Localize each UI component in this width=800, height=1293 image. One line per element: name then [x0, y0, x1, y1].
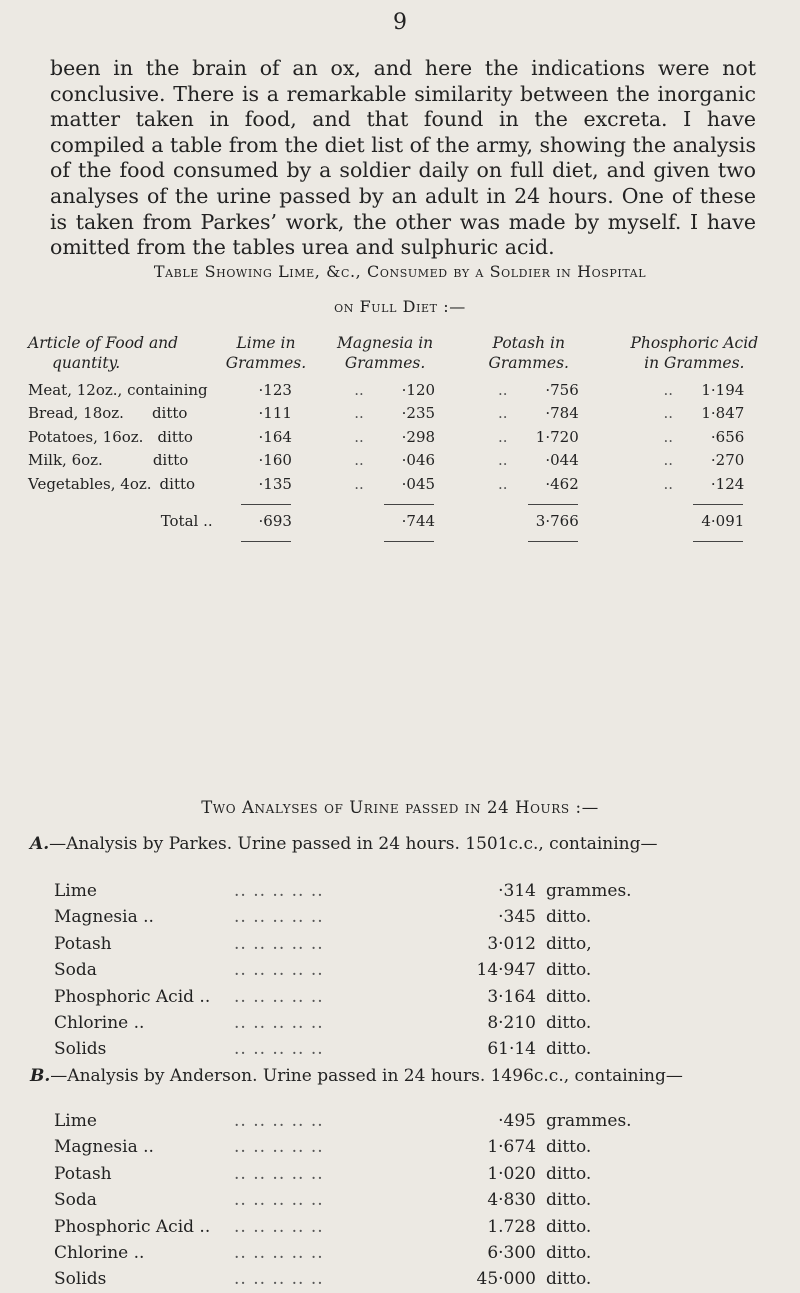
value-lime: ·135 — [258, 474, 292, 493]
closing-rule — [241, 541, 291, 542]
constituent-value: 45·000 — [476, 1269, 536, 1290]
value-potash: 1·720 — [535, 427, 579, 446]
constituent-unit: ditto. — [546, 1190, 592, 1211]
article-name: Bread, 18oz. — [28, 404, 124, 423]
constituent-value: 8·210 — [487, 1013, 536, 1034]
constituent-unit: ditto. — [546, 1269, 592, 1290]
cell-potash — [457, 379, 601, 402]
total-lime — [219, 510, 314, 533]
cell-magnesia — [313, 379, 457, 402]
cell-article — [28, 426, 219, 449]
article-name: Milk, 6oz. — [28, 451, 103, 470]
cell-magnesia — [313, 473, 457, 496]
leader-dots: .. — [497, 427, 508, 446]
analysis-b-table — [54, 1108, 646, 1293]
constituent-value: 3·164 — [487, 986, 536, 1007]
list-item — [54, 1134, 646, 1160]
list-item — [54, 1010, 646, 1036]
table-caption: Table Showing Lime, &c., Consumed by a Soldier in Hospital — [153, 262, 647, 281]
leader-dots: .. — [663, 474, 674, 493]
analysis-a-letter: A. — [30, 834, 50, 854]
sum-rule — [384, 504, 434, 505]
cell-potash — [457, 473, 601, 496]
value-potash: ·756 — [545, 381, 579, 399]
cell-article — [28, 473, 219, 496]
value-phosphoric: 1·847 — [701, 404, 745, 423]
article-name: Potatoes, 16oz. — [28, 427, 144, 446]
list-item — [54, 1161, 646, 1187]
analysis-b-text: —Analysis by Anderson. Urine passed in 24 hours. 1496c.c., containing— — [50, 1066, 683, 1086]
table-caption-continued: on Full Diet :— — [334, 297, 466, 316]
value-lime: ·164 — [258, 427, 292, 446]
constituent-unit: ditto. — [546, 1039, 592, 1060]
cell-article — [28, 402, 219, 425]
table-row — [28, 449, 788, 472]
table-row — [28, 426, 788, 449]
total-potash — [457, 510, 601, 533]
constituent-value: ·495 — [498, 1111, 536, 1131]
constituent-value: ·345 — [498, 907, 536, 928]
leader-dots: .. .. .. .. .. — [234, 1190, 324, 1211]
cell-lime — [219, 473, 314, 496]
leader-dots: .. — [497, 381, 508, 399]
cell-article — [28, 449, 219, 472]
cell-potash — [457, 449, 601, 472]
cell-lime — [219, 402, 314, 425]
constituent-unit: ditto, — [546, 933, 592, 954]
sum-rule-row — [28, 496, 788, 510]
constituent-unit: ditto. — [546, 1163, 592, 1184]
value-phosphoric: ·124 — [710, 474, 745, 493]
leader-dots: .. — [497, 451, 508, 470]
constituent-name: Potash — [54, 1163, 112, 1184]
constituent-value: 1·674 — [487, 1137, 536, 1158]
sum-rule — [241, 504, 291, 505]
constituent-value: ·314 — [498, 881, 536, 901]
total-value-magnesia: ·744 — [401, 512, 436, 531]
constituent-value: 4·830 — [487, 1190, 536, 1211]
total-phosphoric — [601, 510, 788, 533]
constituent-name: Chlorine .. — [54, 1243, 145, 1264]
leader-dots: .. .. .. .. .. — [234, 881, 324, 901]
value-lime: ·123 — [258, 381, 292, 399]
food-table — [28, 333, 788, 547]
total-value-potash: 3·766 — [535, 512, 579, 531]
header-potash-line1: Potash in — [492, 334, 565, 352]
leader-dots: .. .. .. .. .. — [234, 960, 324, 981]
constituent-name: Magnesia .. — [54, 1137, 154, 1158]
constituent-unit: ditto. — [546, 1013, 592, 1034]
leader-dots: .. — [497, 404, 508, 423]
value-potash: ·462 — [545, 474, 579, 493]
analysis-b-letter: B. — [30, 1066, 51, 1086]
article-ditto: ditto — [152, 451, 189, 470]
list-item — [54, 1240, 646, 1266]
header-article-line2: quantity. — [52, 354, 121, 372]
analysis-a-intro — [30, 834, 790, 854]
article-ditto: ditto — [157, 427, 193, 446]
article-ditto: ditto — [159, 474, 196, 493]
value-magnesia: ·045 — [401, 474, 436, 493]
cell-phosphoric — [601, 426, 788, 449]
closing-rule — [528, 541, 578, 542]
list-item — [54, 1214, 646, 1240]
constituent-unit: grammes. — [546, 1111, 632, 1131]
page-number: 9 — [393, 10, 407, 35]
cell-phosphoric — [601, 473, 788, 496]
cell-magnesia — [313, 426, 457, 449]
header-phosphoric-line2: in Grammes. — [644, 354, 745, 372]
closing-rule — [693, 541, 743, 542]
constituent-value: 14·947 — [476, 960, 536, 981]
leader-dots: .. .. .. .. .. — [234, 1243, 324, 1264]
header-magnesia-line2: Grammes. — [344, 354, 426, 372]
value-potash: ·044 — [545, 451, 579, 470]
leader-dots: .. — [203, 512, 213, 531]
body-paragraph: been in the brain of an ox, and here the indications were not conclusive. There is a remarkable similarity between the inorganic matter taken in food, and that found in the excreta. I have compiled a table from the diet list of the army, showing the analysis of the food consumed by a soldier daily on full diet, and given two analyses of the urine passed by an adult in 24 hours. One of these is taken from Parkes’ work, the other was made by myself. I have omitted from the tables urea and sulphuric acid. — [50, 56, 756, 260]
list-item — [54, 904, 646, 930]
table-row — [28, 379, 788, 402]
constituent-name: Potash — [54, 933, 112, 954]
constituent-name: Magnesia .. — [54, 907, 154, 928]
leader-dots: .. — [354, 427, 364, 446]
cell-potash — [457, 426, 601, 449]
table-row — [28, 473, 788, 496]
closing-rule — [384, 541, 434, 542]
total-row — [28, 510, 788, 533]
leader-dots: .. .. .. .. .. — [234, 1269, 324, 1290]
constituent-value: 3·012 — [487, 933, 536, 954]
total-label-text: Total — [160, 512, 199, 531]
constituent-unit: ditto. — [546, 1216, 592, 1237]
value-lime: ·160 — [258, 451, 292, 470]
value-magnesia: ·235 — [401, 404, 436, 423]
closing-rule-row — [28, 533, 788, 547]
leader-dots: .. .. .. .. .. — [234, 1111, 324, 1131]
header-magnesia-line1: Magnesia in — [336, 334, 434, 352]
article-ditto: ditto — [151, 404, 188, 423]
cell-lime — [219, 426, 314, 449]
total-value-lime: ·693 — [258, 512, 292, 531]
value-potash: ·784 — [545, 404, 579, 423]
cell-article: Meat, 12oz., containing — [28, 381, 208, 399]
constituent-name: Solids — [54, 1039, 107, 1060]
list-item — [54, 984, 646, 1010]
cell-lime — [219, 379, 314, 402]
urine-section-heading: Two Analyses of Urine passed in 24 Hours :— — [201, 798, 599, 817]
leader-dots: .. — [663, 427, 674, 446]
constituent-value: 61·14 — [487, 1039, 536, 1060]
header-article-line1: Article of Food and — [28, 334, 179, 352]
leader-dots: .. .. .. .. .. — [234, 933, 324, 954]
total-magnesia — [313, 510, 457, 533]
cell-phosphoric — [601, 402, 788, 425]
value-phosphoric: ·656 — [710, 427, 745, 446]
constituent-name: Lime — [54, 1111, 97, 1131]
list-item — [54, 878, 646, 904]
value-magnesia: ·120 — [401, 381, 436, 399]
leader-dots: .. — [354, 451, 364, 470]
total-label — [28, 510, 219, 533]
leader-dots: .. .. .. .. .. — [234, 986, 324, 1007]
constituent-name: Lime — [54, 881, 97, 901]
header-potash-line2: Grammes. — [488, 354, 569, 372]
sum-rule — [528, 504, 578, 505]
constituent-name: Solids — [54, 1269, 107, 1290]
list-item — [54, 957, 646, 983]
value-magnesia: ·046 — [401, 451, 436, 470]
table-row — [28, 402, 788, 425]
constituent-name: Soda — [54, 960, 97, 981]
value-phosphoric: 1·194 — [701, 381, 745, 399]
list-item — [54, 931, 646, 957]
analysis-a-table — [54, 878, 646, 1063]
leader-dots: .. — [663, 381, 674, 399]
constituent-unit: ditto. — [546, 907, 592, 928]
header-magnesia — [313, 333, 457, 379]
leader-dots: .. .. .. .. .. — [234, 907, 324, 928]
leader-dots: .. .. .. .. .. — [234, 1216, 324, 1237]
cell-phosphoric — [601, 449, 788, 472]
constituent-name: Phosphoric Acid .. — [54, 1216, 211, 1237]
cell-potash — [457, 402, 601, 425]
total-value-phosphoric: 4·091 — [701, 512, 745, 531]
leader-dots: .. .. .. .. .. — [234, 1039, 324, 1060]
list-item — [54, 1266, 646, 1292]
header-phosphoric-line1: Phosphoric Acid — [630, 334, 759, 352]
header-article — [28, 333, 219, 379]
list-item — [54, 1108, 646, 1134]
header-lime-line2: Grammes. — [225, 354, 307, 372]
leader-dots: .. — [663, 451, 674, 470]
constituent-name: Phosphoric Acid .. — [54, 986, 211, 1007]
header-lime — [219, 333, 314, 379]
header-phosphoric — [601, 333, 788, 379]
constituent-unit: grammes. — [546, 881, 632, 901]
leader-dots: .. — [354, 474, 364, 493]
value-lime: ·111 — [258, 404, 292, 423]
leader-dots: .. .. .. .. .. — [234, 1137, 324, 1158]
article-name: Vegetables, 4oz. — [28, 474, 152, 493]
header-potash — [457, 333, 601, 379]
cell-phosphoric — [601, 379, 788, 402]
leader-dots: .. .. .. .. .. — [234, 1013, 324, 1034]
analysis-a-text: —Analysis by Parkes. Urine passed in 24 hours. 1501c.c., containing— — [49, 834, 658, 854]
header-lime-line1: Lime in — [236, 334, 296, 352]
constituent-value: 6·300 — [487, 1243, 536, 1264]
sum-rule — [693, 504, 743, 505]
constituent-unit: ditto. — [546, 986, 592, 1007]
value-phosphoric: ·270 — [710, 451, 745, 470]
constituent-value: 1.728 — [487, 1216, 536, 1237]
constituent-unit: ditto. — [546, 1243, 592, 1264]
table-header-row — [28, 333, 788, 379]
constituent-unit: ditto. — [546, 1137, 592, 1158]
leader-dots: .. — [497, 474, 508, 493]
leader-dots: .. — [354, 381, 364, 399]
constituent-unit: ditto. — [546, 960, 592, 981]
leader-dots: .. — [354, 404, 364, 423]
constituent-value: 1·020 — [487, 1163, 536, 1184]
leader-dots: .. — [663, 404, 674, 423]
constituent-name: Soda — [54, 1190, 97, 1211]
list-item — [54, 1036, 646, 1062]
analysis-b-intro — [30, 1066, 790, 1086]
leader-dots: .. .. .. .. .. — [234, 1163, 324, 1184]
cell-lime — [219, 449, 314, 472]
value-magnesia: ·298 — [401, 427, 436, 446]
cell-magnesia — [313, 402, 457, 425]
list-item — [54, 1187, 646, 1213]
constituent-name: Chlorine .. — [54, 1013, 145, 1034]
cell-magnesia — [313, 449, 457, 472]
